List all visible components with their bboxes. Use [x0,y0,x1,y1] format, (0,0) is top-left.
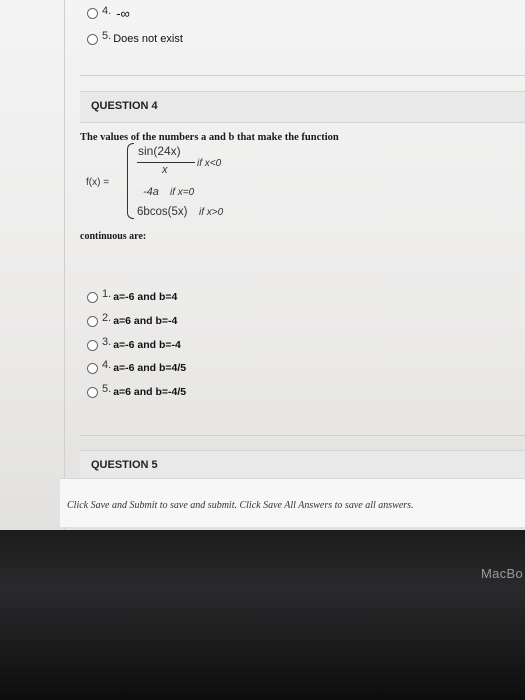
option-4[interactable]: 4. a=-6 and b=4/5 [87,362,186,374]
option-5[interactable]: 5. a=6 and b=-4/5 [87,386,186,398]
case3-condition: if x>0 [199,207,224,218]
case3-expression: 6bcos(5x) [137,206,188,218]
function-label: f(x) = [86,177,110,188]
question-4-prompt: The values of the numbers a and b that make the function [80,132,339,143]
radio-button[interactable] [87,340,98,351]
case1-numerator: sin(24x) [138,144,181,158]
question-4-title: QUESTION 4 [91,100,158,112]
case1-condition: if x<0 [197,158,222,169]
question-4-continuation: continuous are: [80,231,147,242]
fraction-bar [137,162,195,163]
divider [80,435,525,436]
content-left-border [64,0,65,530]
radio-button[interactable] [87,316,98,327]
prev-option-5[interactable]: 5. Does not exist [87,33,183,45]
radio-button[interactable] [87,363,98,374]
radio-button[interactable] [87,387,98,398]
question-4-header [80,91,525,123]
prev-option-4[interactable]: 4. -∞ [87,6,130,21]
option-2[interactable]: 2. a=6 and b=-4 [87,315,177,327]
case2-expression: -4a [143,186,159,198]
laptop-brand-label: MacBo [481,566,523,581]
option-1[interactable]: 1. a=-6 and b=4 [87,291,177,303]
case2-condition: if x=0 [170,187,195,198]
radio-button[interactable] [87,8,98,19]
case1-denominator: x [162,164,168,176]
piecewise-brace [127,143,134,219]
question-5-title: QUESTION 5 [91,459,158,471]
laptop-bezel [0,530,525,700]
submit-instructions-bar [60,478,525,527]
submit-instructions: Click Save and Submit to save and submit. Click Save All Answers to save all answers. [67,500,414,511]
radio-button[interactable] [87,34,98,45]
divider [80,75,525,76]
radio-button[interactable] [87,292,98,303]
option-3[interactable]: 3. a=-6 and b=-4 [87,339,181,351]
